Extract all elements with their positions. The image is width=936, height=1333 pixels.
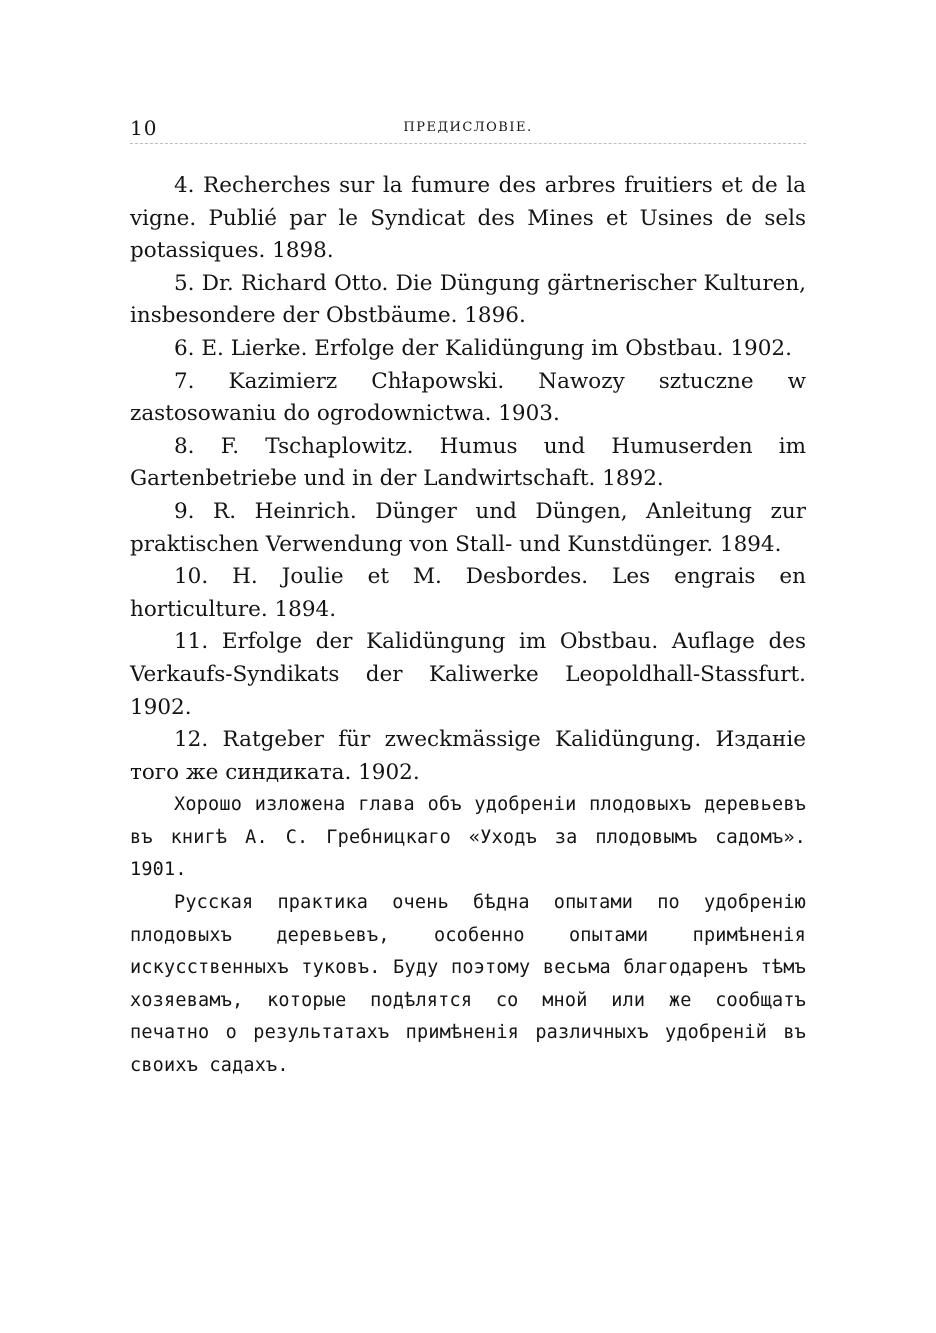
body-text — [130, 170, 806, 1083]
reference-item: 7. Kazimierz Chłapowski. Nawozy sztuczne w zastosowaniu do ogrodownictwa. 1903. — [130, 368, 806, 427]
page-header — [130, 116, 806, 146]
reference-item: 5. Dr. Richard Otto. Die Düngung gärtnerischer Kulturen, insbesondere der Obstbäume. 1896. — [130, 270, 806, 329]
running-title: ПРЕДИСЛОВІЕ. — [403, 120, 533, 135]
reference-item: 4. Recherches sur la fumure des arbres fruitiers et de la vigne. Publié par le Syndicat des Mines et Usines de sels potassiques. 1898. — [130, 173, 806, 264]
paragraph: Русская практика очень бѣдна опытами по удобренію плодовыхъ деревьевъ, особенно опытами примѣненія искусственныхъ туковъ. Буду поэтому весьма благодаренъ тѣмъ хозяевамъ, которые подѣлятся со мной или же сообщатъ печатно о результатахъ примѣненія различныхъ удобреній въ своихъ садахъ. — [130, 892, 806, 1077]
reference-item: 12. Ratgeber für zweckmässige Kalidüngung. Изданіе того же синдиката. 1902. — [130, 727, 806, 785]
header-rule — [130, 143, 806, 144]
reference-item: 9. R. Heinrich. Dünger und Düngen, Anleitung zur praktischen Verwendung von Stall- und Kunstdünger. 1894. — [130, 498, 806, 557]
reference-item: 6. E. Lierke. Erfolge der Kalidüngung im Obstbau. 1902. — [174, 335, 792, 361]
page-number: 10 — [130, 116, 158, 140]
reference-item: 8. F. Tschaplowitz. Humus und Humuserden im Gartenbetriebe und in der Landwirtschaft. 1892. — [130, 433, 806, 492]
paragraph: Хорошо изложена глава объ удобреніи плодовыхъ деревьевъ въ книгѣ А. С. Гребницкаго «Уходъ за плодовымъ садомъ». 1901. — [130, 794, 806, 881]
reference-item: 11. Erfolge der Kalidüngung im Obstbau. Auflage des Verkaufs-Syndikats der Kaliwerke Leopoldhall-Stassfurt. 1902. — [130, 629, 806, 720]
reference-item: 10. H. Joulie et M. Desbordes. Les engrais en horticulture. 1894. — [130, 564, 806, 622]
